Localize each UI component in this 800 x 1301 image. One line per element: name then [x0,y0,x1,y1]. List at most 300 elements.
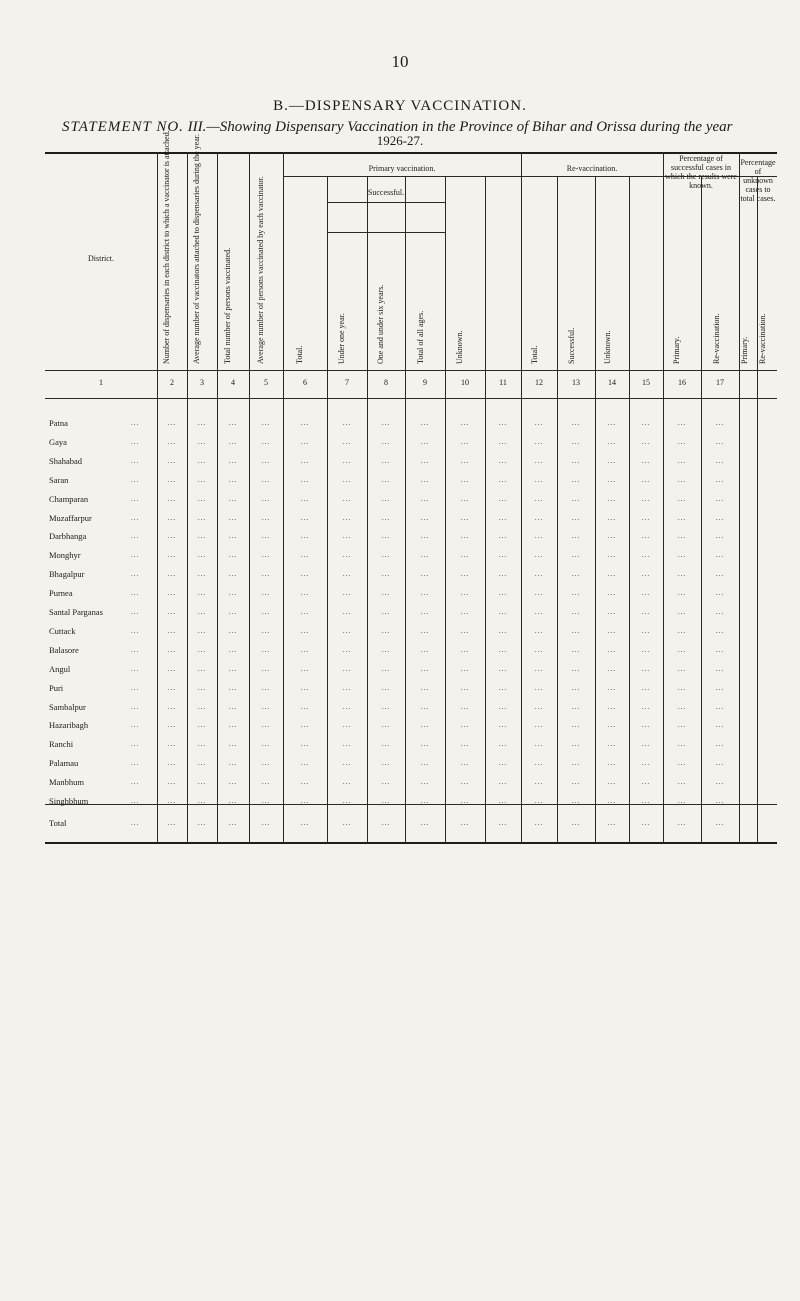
table-cell: ... [300,570,310,579]
table-cell: ... [534,759,544,768]
table-cell: ... [381,494,391,503]
table-cell: ... [381,702,391,711]
table-cell: ... [197,513,207,522]
table-cell: ... [607,608,617,616]
table-cell: ... [420,819,430,827]
column-number: 8 [384,378,388,387]
table-cell: ... [571,797,581,805]
table-cell: ... [607,513,617,522]
table-cell: ... [534,778,544,787]
table-cell: ... [715,702,725,711]
table-cell: ... [197,740,207,749]
table-cell: ... [228,645,238,654]
table-cell: ... [641,626,651,635]
table-cell: ... [167,437,177,446]
leader-dots: ... [131,494,140,503]
table-cell: ... [641,721,651,730]
table-cell: ... [460,551,470,560]
table-cell: ... [534,589,544,598]
table-cell: ... [607,740,617,749]
table-cell: ... [261,532,271,541]
leader-dots: ... [131,664,140,673]
table-cell: ... [261,456,271,465]
table-cell: ... [571,683,581,692]
table-cell: ... [300,797,310,805]
table-cell: ... [167,456,177,465]
district-row-label: Shahabad [49,455,83,466]
table-cell: ... [715,494,725,503]
column-number: 3 [200,378,204,387]
table-cell: ... [715,608,725,616]
district-row-label: Purnea [49,588,73,599]
table-cell: ... [677,570,687,579]
district-row-label: Patna [49,418,68,428]
table-cell: ... [342,513,352,522]
table-cell: ... [300,419,310,427]
table-cell: ... [197,778,207,787]
table-cell: ... [715,456,725,465]
district-row-label: Palamau [49,758,79,769]
successful-bottom [327,232,445,233]
header-bottom-rule [45,370,777,371]
table-cell: ... [498,589,508,598]
table-cell: ... [261,819,271,827]
table-cell: ... [498,778,508,787]
table-cell: ... [420,589,430,598]
table-cell: ... [261,721,271,730]
table-cell: ... [381,608,391,616]
table-cell: ... [342,437,352,446]
table-cell: ... [498,664,508,673]
table-cell: ... [300,551,310,560]
district-row-label: Angul [49,663,71,674]
table-cell: ... [498,475,508,484]
table-cell: ... [167,664,177,673]
table-cell: ... [641,797,651,805]
district-row-label: Bhagalpur [49,569,85,580]
table-cell: ... [677,683,687,692]
table-cell: ... [261,475,271,484]
table-cell: ... [677,608,687,616]
table-cell: ... [261,608,271,616]
district-row-label: Saran [49,474,69,485]
table-cell: ... [498,819,508,827]
table-cell: ... [420,475,430,484]
table-cell: ... [167,683,177,692]
table-cell: ... [498,437,508,446]
leader-dots: ... [131,419,140,427]
table-cell: ... [715,819,725,827]
table-cell: ... [571,437,581,446]
leader-dots: ... [131,702,140,711]
table-cell: ... [677,513,687,522]
district-row-label: Puri [49,682,64,693]
table-cell: ... [300,778,310,787]
primary-total-header: Total. [295,345,304,364]
table-cell: ... [460,456,470,465]
table-cell: ... [342,626,352,635]
table-cell: ... [534,419,544,427]
table-cell: ... [197,819,207,827]
leader-dots: ... [131,797,140,805]
primary-unknown-header: Unknown. [455,330,464,364]
table-cell: ... [534,456,544,465]
table-cell: ... [715,437,725,446]
table-cell: ... [607,683,617,692]
table-cell: ... [571,475,581,484]
table-cell: ... [607,494,617,503]
table-cell: ... [498,570,508,579]
table-cell: ... [228,570,238,579]
table-cell: ... [534,570,544,579]
table-cell: ... [420,570,430,579]
district-row-label: Balasore [49,644,79,655]
table-cell: ... [571,513,581,522]
column-number: 5 [264,378,268,387]
table-cell: ... [715,589,725,598]
revac-subrule [521,176,663,177]
table-cell: ... [197,797,207,805]
successful-subrule [327,202,445,203]
table-cell: ... [228,437,238,446]
table-cell: ... [381,532,391,541]
table-cell: ... [571,419,581,427]
table-cell: ... [300,702,310,711]
table-cell: ... [300,437,310,446]
table-cell: ... [197,645,207,654]
column-number: 6 [303,378,307,387]
table-cell: ... [641,740,651,749]
table-cell: ... [420,608,430,616]
table-cell: ... [677,664,687,673]
leader-dots: ... [131,570,140,579]
district-row-label: Champaran [49,493,89,504]
district-row-label: Muzaffarpur [49,512,92,523]
table-cell: ... [641,759,651,768]
table-cell: ... [167,626,177,635]
table-cell: ... [228,702,238,711]
table-cell: ... [460,532,470,541]
table-cell: ... [571,494,581,503]
table-cell: ... [460,608,470,616]
column-number: 10 [461,378,469,387]
leader-dots: ... [131,819,140,827]
table-cell: ... [460,626,470,635]
table-cell: ... [571,608,581,616]
table-cell: ... [197,475,207,484]
table-cell: ... [300,683,310,692]
table-cell: ... [261,759,271,768]
table-cell: ... [460,740,470,749]
district-row-label: Manbhum [49,777,84,788]
leader-dots: ... [131,532,140,541]
table-cell: ... [460,419,470,427]
table-cell: ... [607,645,617,654]
table-cell: ... [420,532,430,541]
table-cell: ... [197,759,207,768]
table-cell: ... [167,645,177,654]
pct-successful-header: Percentage of successful cases in which the results were known. [665,154,737,190]
table-cell: ... [498,494,508,503]
table-cell: ... [677,551,687,560]
table-cell: ... [228,819,238,827]
table-cell: ... [460,778,470,787]
table-cell: ... [534,532,544,541]
table-cell: ... [342,570,352,579]
table-cell: ... [420,664,430,673]
table-cell: ... [534,819,544,827]
table-cell: ... [261,589,271,598]
table-cell: ... [228,494,238,503]
district-row-label: Monghyr [49,550,81,561]
table-cell: ... [460,721,470,730]
table-cell: ... [641,570,651,579]
table-cell: ... [498,513,508,522]
table-cell: ... [300,645,310,654]
table-cell: ... [534,437,544,446]
table-cell: ... [300,608,310,616]
column-number: 15 [642,378,650,387]
table-cell: ... [677,797,687,805]
table-cell: ... [607,759,617,768]
table-cell: ... [641,437,651,446]
table-cell: ... [167,551,177,560]
table-cell: ... [460,683,470,692]
table-cell: ... [460,702,470,711]
table-cell: ... [607,702,617,711]
table-cell: ... [300,456,310,465]
table-cell: ... [342,702,352,711]
table-cell: ... [197,683,207,692]
table-cell: ... [498,532,508,541]
table-cell: ... [571,551,581,560]
table-cell: ... [197,456,207,465]
table-cell: ... [261,664,271,673]
table-cell: ... [571,664,581,673]
table-cell: ... [300,475,310,484]
total-persons-header: Total number of persons vaccinated. [223,247,232,364]
table-cell: ... [534,702,544,711]
table-cell: ... [677,740,687,749]
table-cell: ... [677,645,687,654]
table-cell: ... [607,456,617,465]
table-cell: ... [300,740,310,749]
table-cell: ... [677,456,687,465]
all-ages-header: Total of all ages. [416,310,425,364]
leader-dots: ... [131,456,140,465]
table-cell: ... [641,819,651,827]
table-cell: ... [381,513,391,522]
column-number: 11 [499,378,507,387]
table-cell: ... [641,702,651,711]
table-cell: ... [715,683,725,692]
table-cell: ... [571,570,581,579]
one-to-six-header: One and under six years. [376,284,385,364]
table-cell: ... [381,740,391,749]
table-cell: ... [420,419,430,427]
district-row-label: Sambalpur [49,701,86,712]
table-cell: ... [571,778,581,787]
revac-successful-header: Successful. [567,327,576,364]
table-cell: ... [261,494,271,503]
district-row-label: Darbhanga [49,531,87,542]
dispensaries-header: Number of dispensaries in each district to which a vaccinator is attached. [162,130,171,364]
table-cell: ... [167,819,177,827]
table-cell: ... [498,608,508,616]
table-cell: ... [641,475,651,484]
leader-dots: ... [131,626,140,635]
table-cell: ... [677,475,687,484]
table-cell: ... [607,664,617,673]
table-cell: ... [228,721,238,730]
table-cell: ... [715,721,725,730]
table-cell: ... [197,664,207,673]
table-cell: ... [228,513,238,522]
table-cell: ... [460,494,470,503]
table-cell: ... [167,740,177,749]
table-cell: ... [607,475,617,484]
table-cell: ... [641,608,651,616]
leader-dots: ... [131,589,140,598]
table-cell: ... [677,494,687,503]
table-cell: ... [420,456,430,465]
table-cell: ... [677,702,687,711]
leader-dots: ... [131,437,140,446]
table-bottom-rule [45,842,777,844]
leader-dots: ... [131,513,140,522]
table-cell: ... [571,721,581,730]
table-cell: ... [641,645,651,654]
column-number: 14 [608,378,616,387]
table-cell: ... [261,778,271,787]
leader-dots: ... [131,759,140,768]
table-cell: ... [715,778,725,787]
leader-dots: ... [131,683,140,692]
under-one-year-header: Under one year. [337,313,346,364]
leader-dots: ... [131,740,140,749]
table-cell: ... [197,570,207,579]
table-cell: ... [342,551,352,560]
table-cell: ... [381,683,391,692]
table-cell: ... [715,513,725,522]
table-cell: ... [197,589,207,598]
table-cell: ... [261,551,271,560]
table-cell: ... [420,797,430,805]
district-row-label: Ranchi [49,739,74,750]
table-cell: ... [300,532,310,541]
unknown-primary-header: Primary. [740,336,749,364]
table-cell: ... [607,589,617,598]
table-cell: ... [197,494,207,503]
table-cell: ... [607,778,617,787]
table-cell: ... [342,740,352,749]
table-cell: ... [420,721,430,730]
table-cell: ... [715,532,725,541]
table-cell: ... [228,551,238,560]
successful-header: Successful. [367,188,405,197]
table-cell: ... [715,759,725,768]
district-row-label: Hazaribagh [49,720,89,731]
table-cell: ... [167,721,177,730]
table-cell: ... [607,551,617,560]
table-cell: ... [381,645,391,654]
table-cell: ... [571,740,581,749]
table-cell: ... [167,494,177,503]
table-cell: ... [420,513,430,522]
table-cell: ... [228,532,238,541]
table-cell: ... [261,740,271,749]
table-cell: ... [228,683,238,692]
table-cell: ... [420,683,430,692]
table-cell: ... [228,589,238,598]
table-cell: ... [677,437,687,446]
table-cell: ... [715,626,725,635]
column-number: 13 [572,378,580,387]
table-cell: ... [261,702,271,711]
table-cell: ... [498,419,508,427]
table-cell: ... [300,664,310,673]
table-cell: ... [420,759,430,768]
district-header: District. [88,254,114,263]
leader-dots: ... [131,608,140,616]
table-cell: ... [498,759,508,768]
page-number: 10 [391,52,409,71]
table-cell: ... [715,570,725,579]
table-cell: ... [228,419,238,427]
table-cell: ... [677,759,687,768]
table-cell: ... [167,702,177,711]
table-cell: ... [607,797,617,805]
table-cell: ... [571,645,581,654]
table-cell: ... [641,494,651,503]
table-cell: ... [534,551,544,560]
table-cell: ... [167,532,177,541]
table-cell: ... [460,589,470,598]
table-cell: ... [261,645,271,654]
table-cell: ... [381,797,391,805]
table-cell: ... [228,664,238,673]
table-cell: ... [420,626,430,635]
table-cell: ... [715,740,725,749]
table-cell: ... [641,532,651,541]
table-cell: ... [677,778,687,787]
district-row-label: Santal Parganas [49,607,103,617]
table-cell: ... [641,456,651,465]
table-cell: ... [607,570,617,579]
revac-unknown-header: Unknown. [603,330,612,364]
table-cell: ... [677,626,687,635]
table-cell: ... [197,551,207,560]
pct-unknown-header: Percentage of unknown cases to total cases. [740,158,776,203]
table-cell: ... [607,419,617,427]
statement-label: STATEMENT NO. [62,119,184,135]
table-cell: ... [381,419,391,427]
table-cell: ... [715,419,725,427]
table-cell: ... [498,702,508,711]
table-cell: ... [381,437,391,446]
table-cell: ... [381,819,391,827]
table-cell: ... [197,437,207,446]
table-cell: ... [261,570,271,579]
column-number: 1 [99,378,103,387]
column-number: 7 [345,378,349,387]
table-cell: ... [498,551,508,560]
table-cell: ... [167,589,177,598]
table-cell: ... [300,819,310,827]
table-cell: ... [381,456,391,465]
leader-dots: ... [131,475,140,484]
table-cell: ... [381,475,391,484]
